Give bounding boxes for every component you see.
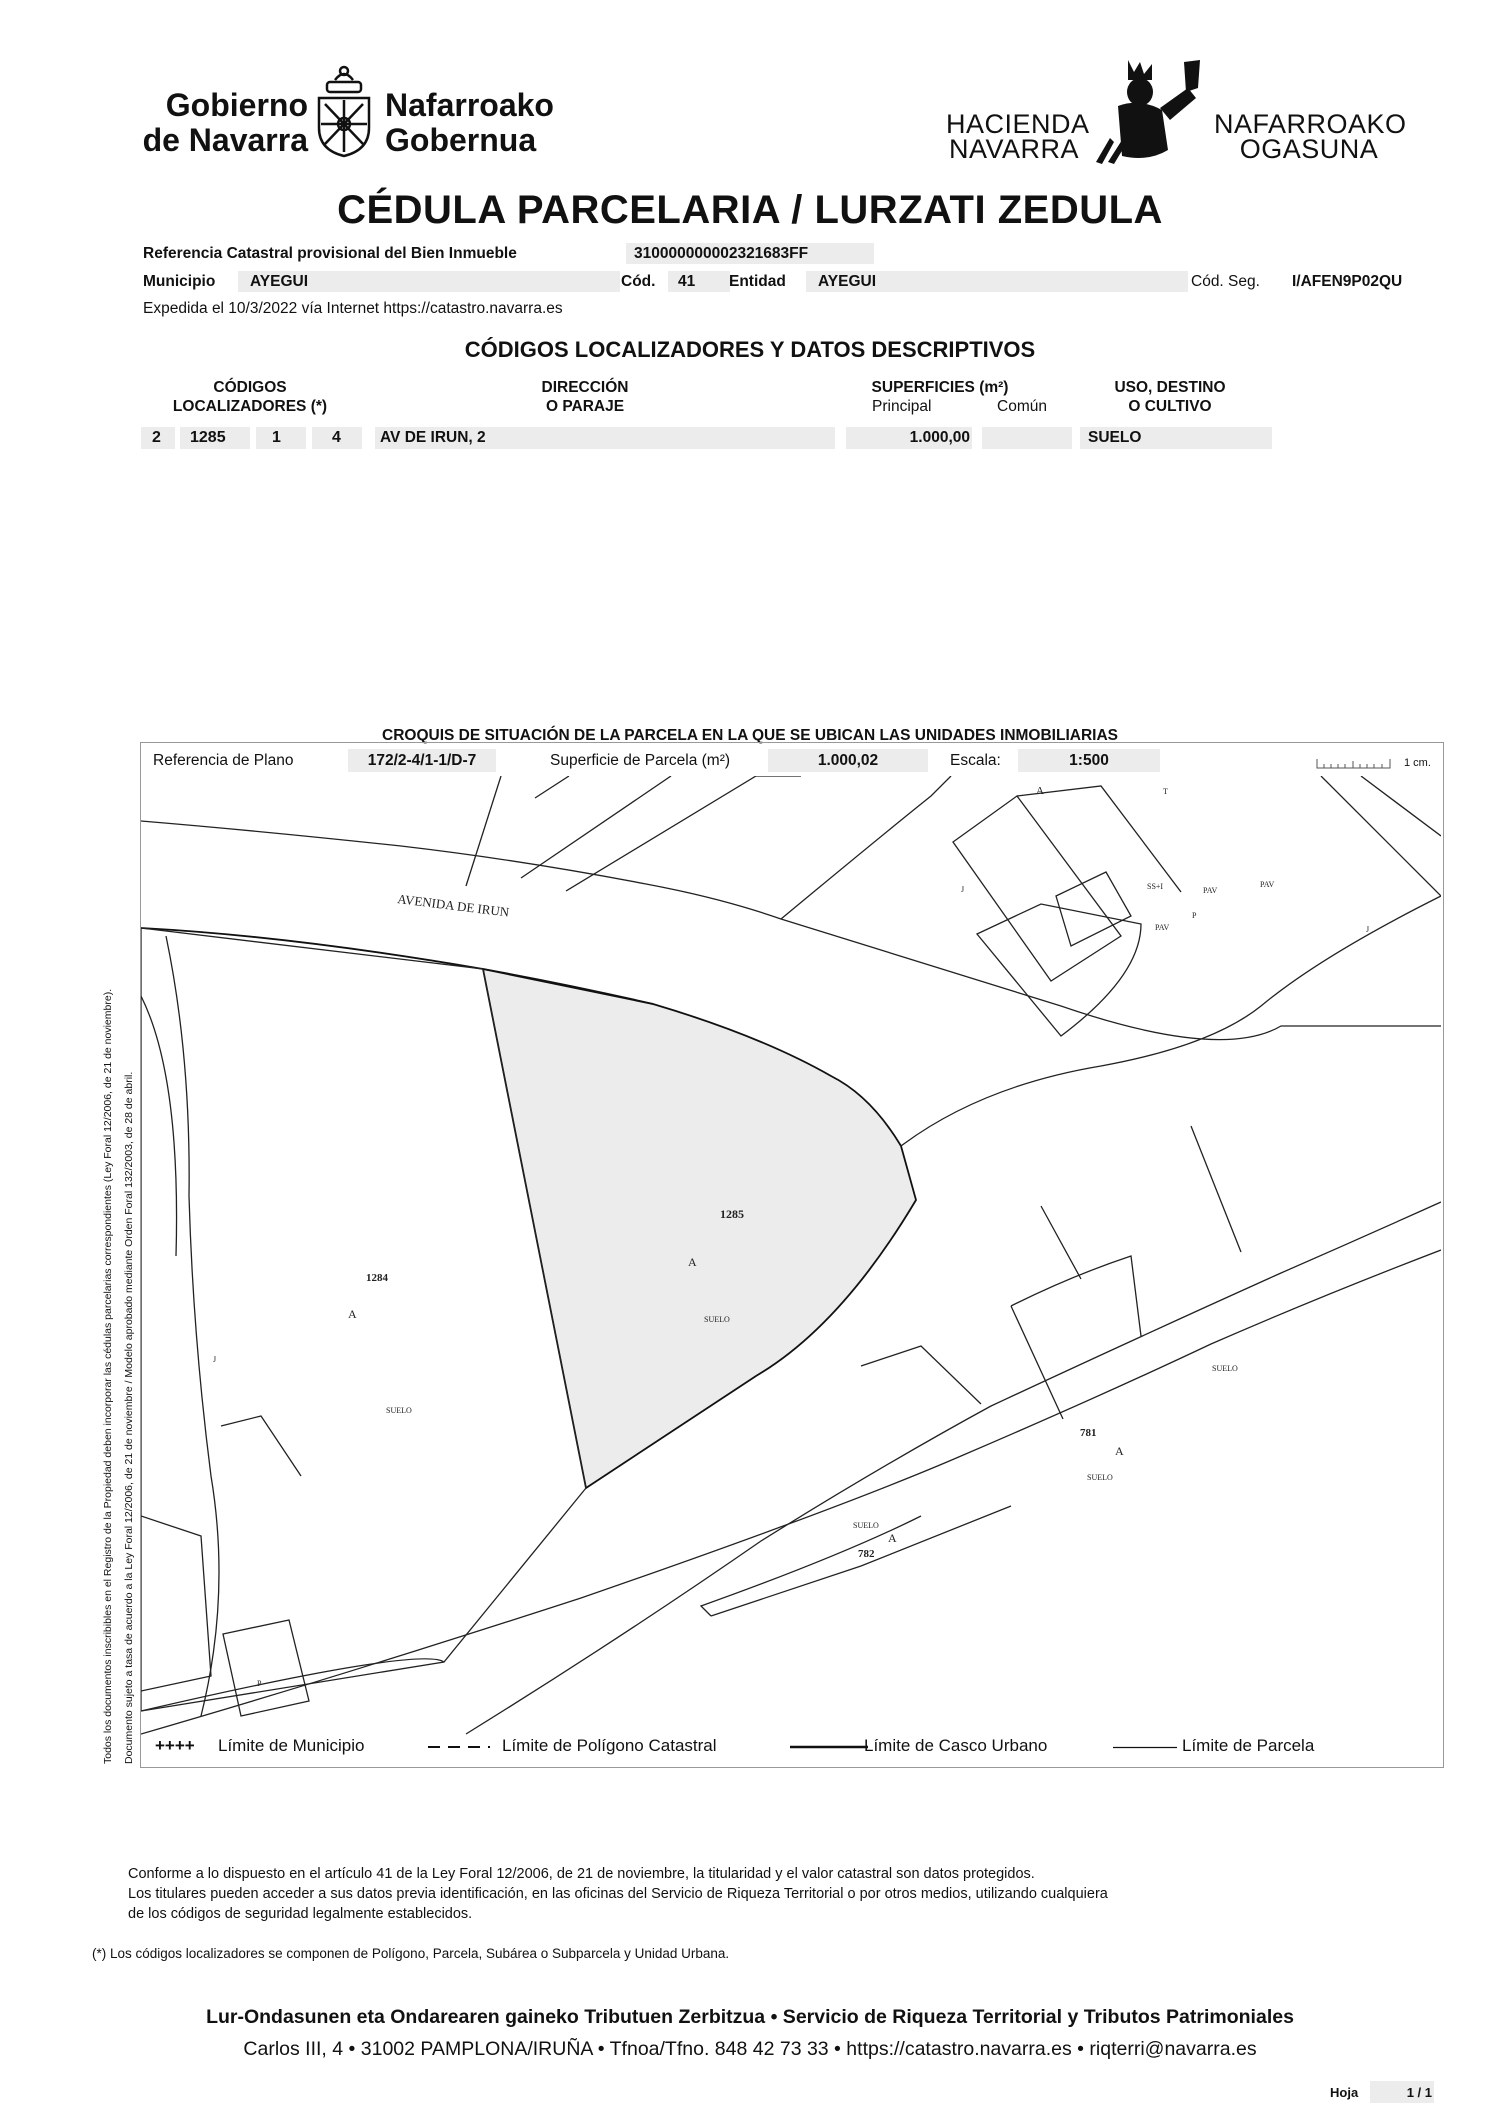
plot-p-polygon[interactable] xyxy=(223,1620,309,1716)
label-782: 782 xyxy=(858,1548,875,1560)
hoja-label: Hoja xyxy=(1330,2085,1359,2100)
map-title: CROQUIS DE SITUACIÓN DE LA PARCELA EN LA QUE SE UBICAN LAS UNIDADES INMOBILIARIAS xyxy=(382,727,1118,744)
legend-poligono: Límite de Polígono Catastral xyxy=(502,1736,717,1755)
header-principal: Principal xyxy=(872,398,932,415)
label-1284-a: A xyxy=(348,1307,357,1321)
header-direccion xyxy=(490,378,680,416)
municipio-label: Municipio xyxy=(143,273,216,290)
cell-unidad: 4 xyxy=(332,429,341,446)
header-codigos xyxy=(150,378,350,416)
label-p-top: P xyxy=(1192,911,1197,920)
label-pav-1: PAV xyxy=(1203,886,1218,895)
header-codigos-1: CÓDIGOS xyxy=(213,379,287,396)
label-pav-2: PAV xyxy=(1260,880,1275,889)
scale-bar-icon xyxy=(1316,757,1392,769)
label-ssi: SS+I xyxy=(1147,882,1164,891)
section-title: CÓDIGOS LOCALIZADORES Y DATOS DESCRIPTIVOS xyxy=(464,337,1036,362)
label-1285: 1285 xyxy=(720,1207,744,1221)
label-781-suelo: SUELO xyxy=(1087,1473,1113,1482)
legend-casco-line-icon xyxy=(790,1745,868,1749)
label-1284: 1284 xyxy=(366,1272,388,1284)
footer-address: Carlos III, 4 • 31002 PAMPLONA/IRUÑA • Tfnoa/Tfno. 848 42 73 33 • https://catastro.navarra.es • riqterri@navarra.es xyxy=(243,2038,1257,2060)
hac-eu-line2: OGASUNA xyxy=(1239,134,1379,164)
parcel-map xyxy=(141,776,1441,1742)
municipio-value: AYEGUI xyxy=(238,271,620,292)
cell-poligono: 2 xyxy=(152,429,161,446)
ref-plano-value: 172/2-4/1-1/D-7 xyxy=(367,752,477,769)
codseg-value: I/AFEN9P02QU xyxy=(1292,273,1403,290)
legend-parcela-line-icon xyxy=(1113,1746,1177,1749)
cell-parcela: 1285 xyxy=(190,429,226,446)
label-p-left: P xyxy=(257,1679,262,1688)
ref-catastral-value: 310000000002321683FF xyxy=(626,243,874,264)
label-j-1: J xyxy=(961,885,965,894)
label-1284-suelo: SUELO xyxy=(386,1406,412,1415)
hacienda-king-logo-icon xyxy=(1088,58,1214,166)
building-ssi-polygon[interactable] xyxy=(953,796,1121,981)
footer-service: Lur-Ondasunen eta Ondarearen gaineko Tributuen Zerbitzua • Servicio de Riqueza Territorial y Tributos Patrimoniales xyxy=(206,2006,1294,2028)
label-1285-suelo: SUELO xyxy=(704,1315,730,1324)
escala-label: Escala: xyxy=(950,752,1001,769)
entidad-value: AYEGUI xyxy=(806,271,1188,292)
hacienda-name-eu xyxy=(1214,109,1407,164)
header-comun: Común xyxy=(997,398,1047,415)
legal-note-2: Los titulares pueden acceder a sus datos previa identificación, en las oficinas del Servicio de Riqueza Territorial o por otros medios, utilizando cualquiera xyxy=(128,1886,1108,1902)
label-suelo-right: SUELO xyxy=(1212,1364,1238,1373)
escala-value: 1:500 xyxy=(1069,752,1109,769)
cell-uso: SUELO xyxy=(1088,429,1142,446)
header-uso-1: USO, DESTINO xyxy=(1114,379,1226,396)
superficie-parcela-label: Superficie de Parcela (m²) xyxy=(550,752,731,769)
hac-eu-line1: NAFARROAKO xyxy=(1214,109,1407,139)
gov-line1: Gobierno xyxy=(165,87,308,123)
header-codigos-2: LOCALIZADORES (*) xyxy=(172,398,328,415)
cell-subarea: 1 xyxy=(272,429,281,446)
hoja-value: 1 / 1 xyxy=(1406,2085,1432,2100)
codseg-label: Cód. Seg. xyxy=(1191,273,1260,290)
header-superficies: SUPERFICIES (m²) xyxy=(871,379,1009,396)
gov-line2: de Navarra xyxy=(142,122,308,158)
label-j-2: J xyxy=(1366,925,1370,934)
legend-municipio: Límite de Municipio xyxy=(218,1736,365,1755)
hac-line2: NAVARRA xyxy=(948,134,1080,164)
navarra-shield-icon xyxy=(313,62,375,160)
header-direccion-2: O PARAJE xyxy=(545,398,625,415)
legal-note-1: Conforme a lo dispuesto en el artículo 41 de la Ley Foral 12/2006, de 21 de noviembre, la titularidad y el valor catastral son datos protegidos. xyxy=(128,1866,1035,1882)
document-title: CÉDULA PARCELARIA / LURZATI ZEDULA xyxy=(337,188,1163,232)
cod-value: 41 xyxy=(668,271,730,292)
expedida-text: Expedida el 10/3/2022 vía Internet https://catastro.navarra.es xyxy=(143,300,563,317)
label-j-3: J xyxy=(213,1355,217,1364)
cod-label: Cód. xyxy=(621,273,656,290)
ref-catastral-label: Referencia Catastral provisional del Bien Inmueble xyxy=(143,245,517,262)
legal-note-3: de los códigos de seguridad legalmente establecidos. xyxy=(128,1906,473,1922)
cell-direccion: AV DE IRUN, 2 xyxy=(380,429,486,446)
superficie-parcela-value: 1.000,02 xyxy=(817,752,879,769)
gov-eu-line1: Nafarroako xyxy=(385,87,554,123)
asterisk-note: (*) Los códigos localizadores se componen de Polígono, Parcela, Subárea o Subparcela y Unidad Urbana. xyxy=(92,1946,730,1961)
label-782-suelo: SUELO xyxy=(853,1521,879,1530)
legend-poligono-line-icon xyxy=(428,1745,490,1749)
header-uso xyxy=(1090,378,1250,416)
parcel-1285-polygon[interactable] xyxy=(483,969,916,1488)
header-uso-2: O CULTIVO xyxy=(1128,398,1212,415)
cell-principal: 1.000,00 xyxy=(909,429,970,446)
label-781-a: A xyxy=(1115,1444,1124,1458)
label-781: 781 xyxy=(1080,1427,1097,1439)
gov-name-eu xyxy=(385,88,554,158)
hacienda-name-es xyxy=(946,109,1090,164)
gov-eu-line2: Gobernua xyxy=(385,122,537,158)
hac-line1: HACIENDA xyxy=(946,109,1090,139)
legend-parcela: Límite de Parcela xyxy=(1182,1736,1315,1755)
header-direccion-1: DIRECCIÓN xyxy=(541,379,629,396)
ref-plano-label: Referencia de Plano xyxy=(153,752,294,769)
label-782-a: A xyxy=(888,1531,897,1545)
street-label: AVENIDA DE IRUN xyxy=(396,891,511,920)
gov-name-es xyxy=(140,88,308,158)
legend-casco: Límite de Casco Urbano xyxy=(864,1736,1048,1755)
label-a-top: A xyxy=(1036,785,1044,797)
label-t: T xyxy=(1163,787,1168,796)
label-1285-a: A xyxy=(688,1255,697,1269)
legend-municipio-mark: ++++ xyxy=(155,1736,195,1755)
scale-bar-label: 1 cm. xyxy=(1404,757,1431,769)
side-note-2: Documento sujeto a tasa de acuerdo a la Ley Foral 12/2006, de 21 de noviembre / Modelo aprobado mediante Orden Foral 132/2003, de 28 de abril. xyxy=(123,1071,135,1764)
side-note-1: Todos los documentos inscribibles en el Registro de la Propiedad deben incorporar las cédulas parcelarias correspondientes (Ley Foral 12/2006, de 21 de noviembre). xyxy=(102,988,114,1764)
legal-notes xyxy=(128,1864,1108,1924)
label-pav-3: PAV xyxy=(1155,923,1170,932)
entidad-label: Entidad xyxy=(729,273,786,290)
